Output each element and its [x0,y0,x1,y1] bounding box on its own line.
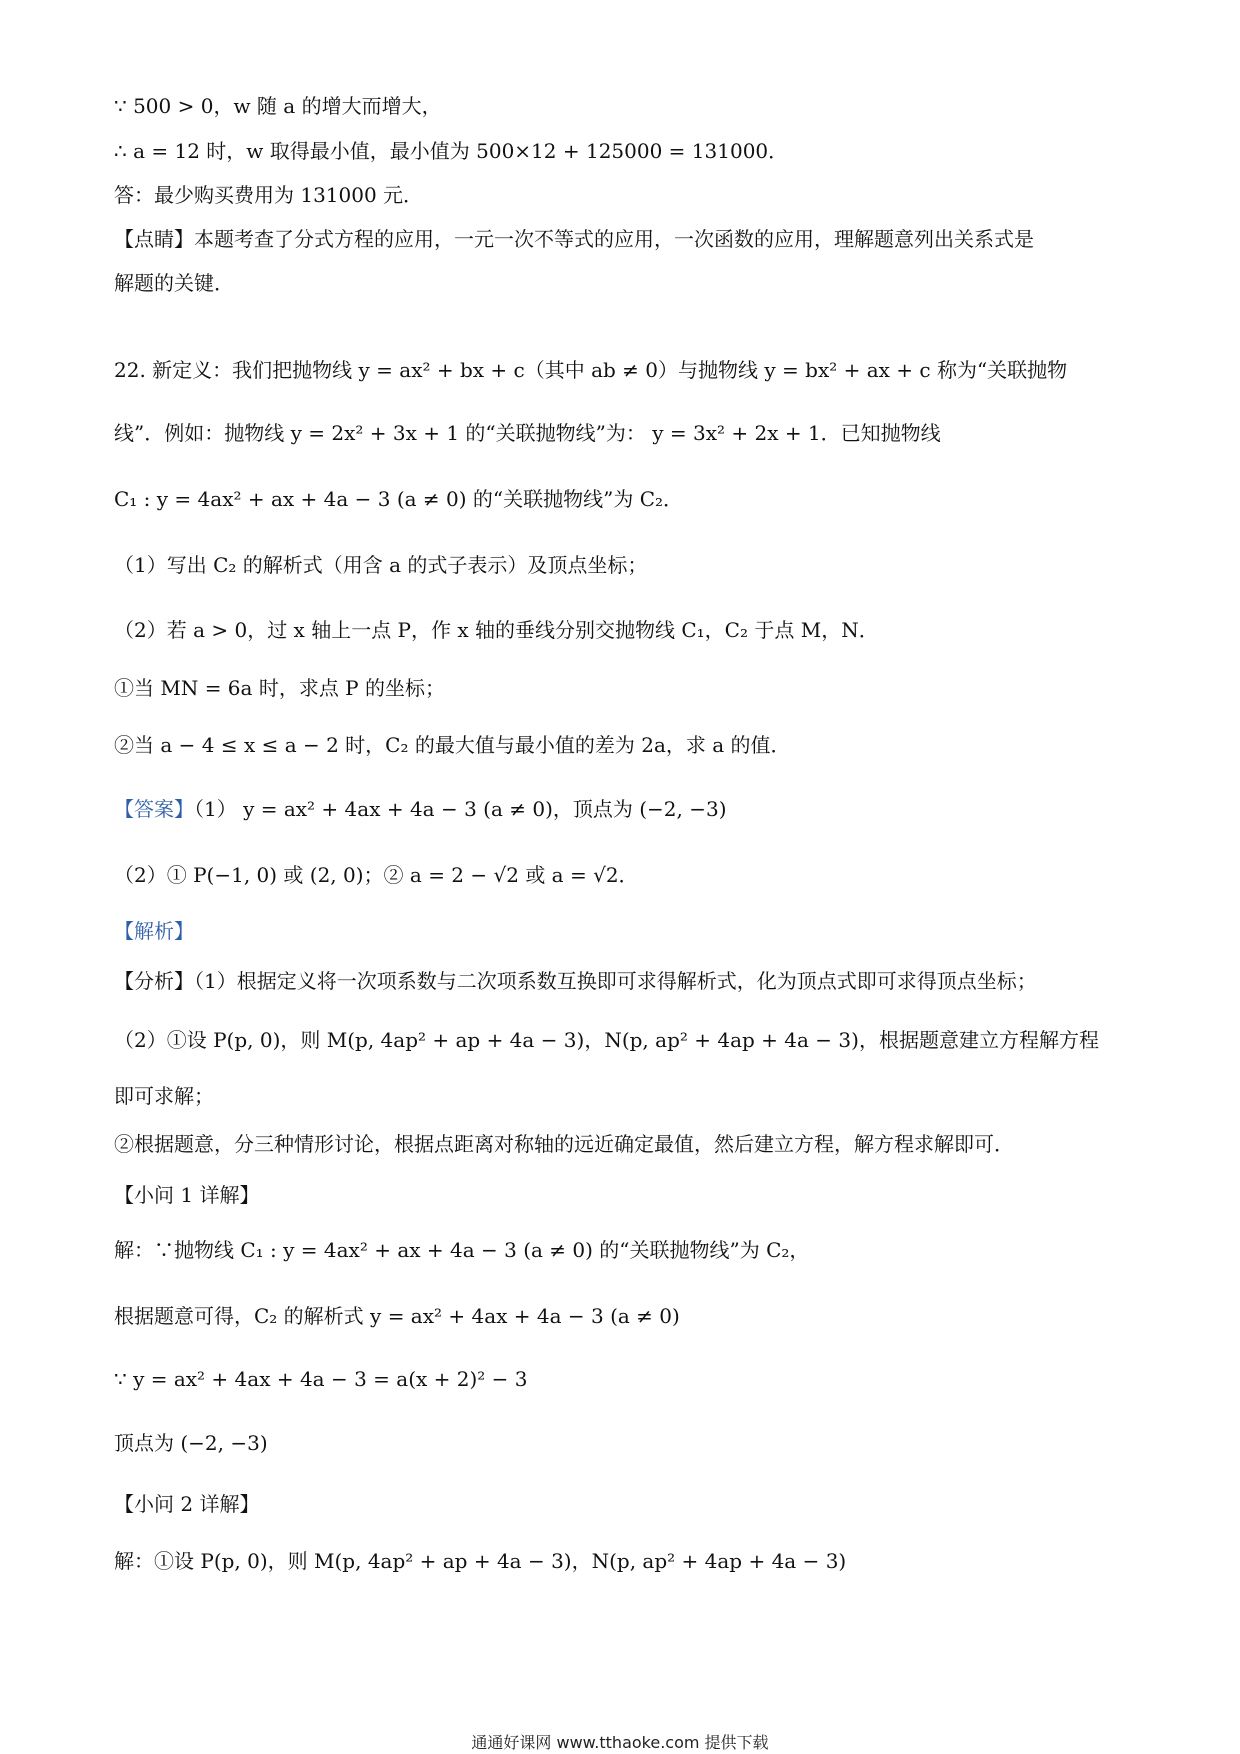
question-22-line-3: C₁ : y = 4ax² + ax + 4a − 3 (a ≠ 0) 的“关联抛物线”为 C₂． [114,487,684,511]
text-line-3: 答：最少购买费用为 131000 元． [114,183,424,207]
solution-1-line-2: 根据题意可得，C₂ 的解析式 y = ax² + 4ax + 4a − 3 (a ≠ 0) [114,1304,680,1328]
analysis-label: 【解析】 [114,919,194,943]
analysis-line-2: （2）①设 P(p, 0)，则 M(p, 4ap² + ap + 4a − 3)，N(p, ap² + 4ap + 4a − 3)，根据题意建立方程解方程 [114,1028,1099,1052]
answer-label: 【答案】 [114,797,194,821]
question-22-part-1: （1）写出 C₂ 的解析式（用含 a 的式子表示）及顶点坐标； [114,553,648,577]
solution-2-line-1: 解：①设 P(p, 0)，则 M(p, 4ap² + ap + 4a − 3)，N(p, ap² + 4ap + 4a − 3) [114,1549,847,1573]
text-line-1: ∵ 500 > 0，w 随 a 的增大而增大， [114,94,442,118]
question-22-line-1: 22. 新定义：我们把抛物线 y = ax² + bx + c（其中 ab ≠ 0）与抛物线 y = bx² + ax + c 称为“关联抛物 [114,358,1068,382]
text-line-4: 【点睛】本题考查了分式方程的应用，一元一次不等式的应用，一次函数的应用，理解题意列出关系式是 [114,227,1034,251]
question-22-part-2-1: ①当 MN = 6a 时，求点 P 的坐标； [114,676,445,700]
text-line-2: ∴ a = 12 时，w 取得最小值，最小值为 500×12 + 125000 = 131000． [114,139,789,163]
solution-1-line-3: ∵ y = ax² + 4ax + 4a − 3 = a(x + 2)² − 3 [114,1367,528,1391]
text-line-5: 解题的关键． [114,271,234,295]
analysis-heading [114,916,194,946]
analysis-line-1: 【分析】（1）根据定义将一次项系数与二次项系数互换即可求得解析式，化为顶点式即可求得顶点坐标； [114,969,1037,993]
solution-1-line-1: 解：∵抛物线 C₁ : y = 4ax² + ax + 4a − 3 (a ≠ 0) 的“关联抛物线”为 C₂， [114,1238,810,1262]
question-22-part-2-2: ②当 a − 4 ≤ x ≤ a − 2 时，C₂ 的最大值与最小值的差为 2a，求 a 的值． [114,733,791,757]
question-22-line-2: 线”．例如：抛物线 y = 2x² + 3x + 1 的“关联抛物线”为： y = 3x² + 2x + 1．已知抛物线 [114,421,941,445]
analysis-line-3: 即可求解； [114,1084,214,1108]
analysis-line-4: ②根据题意，分三种情形讨论，根据点距离对称轴的远近确定最值，然后建立方程，解方程求解即可． [114,1132,1014,1156]
page-footer: 通通好课网 www.tthaoke.com 提供下载 [471,1733,769,1752]
answer-line-1: 【答案】（1） y = ax² + 4ax + 4a − 3 (a ≠ 0)，顶点为 (−2, −3) [114,797,727,821]
subquestion-2-heading: 【小问 2 详解】 [114,1492,260,1516]
solution-1-line-4: 顶点为 (−2, −3) [114,1431,268,1455]
question-22-part-2: （2）若 a > 0，过 x 轴上一点 P，作 x 轴的垂线分别交抛物线 C₁，C₂ 于点 M，N． [114,618,879,642]
answer-line-2: （2）① P(−1, 0) 或 (2, 0)；② a = 2 − √2 或 a = √2． [114,863,639,887]
subquestion-1-heading: 【小问 1 详解】 [114,1183,260,1207]
